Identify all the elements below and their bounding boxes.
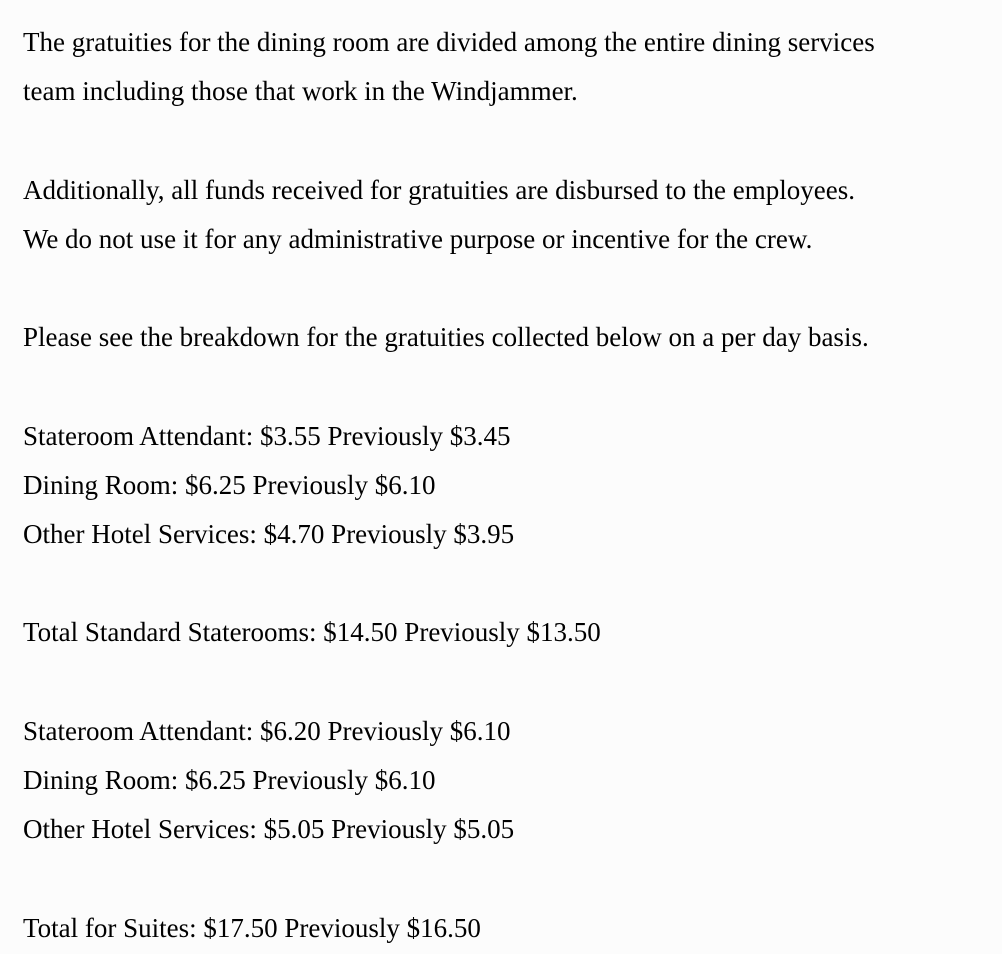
paragraph-gap xyxy=(23,658,983,707)
suite-breakdown xyxy=(23,707,983,855)
text-line: Please see the breakdown for the gratuities collected below on a per day basis. xyxy=(23,322,869,353)
text-line: The gratuities for the dining room are divided among the entire dining services xyxy=(23,27,875,57)
breakdown-intro-paragraph xyxy=(23,313,983,362)
paragraph-gap xyxy=(23,559,983,608)
standard-stateroom-breakdown xyxy=(23,412,983,560)
text-line: team including those that work in the Windjammer. xyxy=(23,76,578,107)
disbursement-paragraph xyxy=(23,166,983,264)
standard-stateroom-total: Total Standard Staterooms: $14.50 Previously $13.50 xyxy=(23,617,601,648)
gratuities-document xyxy=(23,18,983,953)
other-hotel-services-rate: Other Hotel Services: $5.05 Previously $5.05 xyxy=(23,814,515,845)
standard-stateroom-total-block xyxy=(23,608,983,657)
stateroom-attendant-rate: Stateroom Attendant: $3.55 Previously $3.45 xyxy=(23,420,511,451)
text-line: We do not use it for any administrative purpose or incentive for the crew. xyxy=(23,223,813,254)
other-hotel-services-rate: Other Hotel Services: $4.70 Previously $3.95 xyxy=(23,518,515,549)
dining-room-rate: Dining Room: $6.25 Previously $6.10 xyxy=(23,469,436,500)
paragraph-gap xyxy=(23,854,983,903)
text-line: Additionally, all funds received for gratuities are disbursed to the employees. xyxy=(23,174,856,205)
intro-paragraph xyxy=(23,18,983,116)
paragraph-gap xyxy=(23,362,983,411)
suite-total-block xyxy=(23,904,983,953)
stateroom-attendant-rate: Stateroom Attendant: $6.20 Previously $6.10 xyxy=(23,715,511,746)
paragraph-gap xyxy=(23,264,983,313)
dining-room-rate: Dining Room: $6.25 Previously $6.10 xyxy=(23,764,436,795)
paragraph-gap xyxy=(23,116,983,165)
suite-total: Total for Suites: $17.50 Previously $16.50 xyxy=(23,912,481,943)
